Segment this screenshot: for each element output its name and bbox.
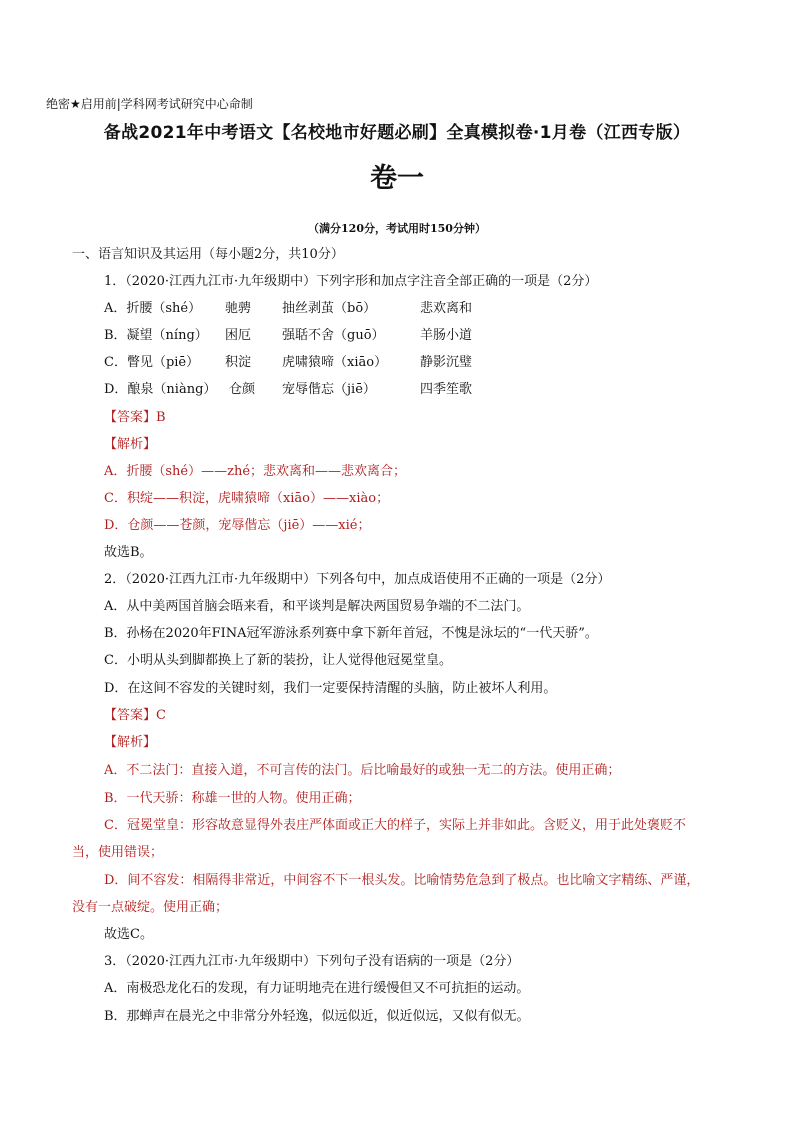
question-3-stem: 3．（2020·江西九江市·九年级期中）下列句子没有语病的一项是（2分）	[104, 954, 520, 969]
score-note: （满分120分，考试用时150分钟）	[308, 222, 486, 235]
question-2-analysis-label: 【解析】	[104, 735, 157, 750]
document-title: 备战2021年中考语文【名校地市好题必刷】全真模拟卷·1月卷（江西专版）	[103, 123, 691, 143]
option-text: 悲欢离和	[420, 301, 473, 316]
question-3-option-b: B．那蝉声在晨光之中非常分外轻逸，似远似近，似近似远，又似有似无。	[104, 1009, 530, 1024]
question-2-analysis-line: 当，使用错误；	[72, 845, 164, 860]
question-2-analysis-line: 没有一点破绽。使用正确；	[72, 900, 229, 915]
option-text: 困厄	[225, 328, 252, 343]
option-text: B．凝望（níng）	[104, 328, 208, 343]
option-text: 静影沉璧	[420, 355, 473, 370]
option-text: D．酿泉（niàng）	[104, 382, 217, 397]
question-2-analysis-line: B．一代天骄：称雄一世的人物。使用正确；	[104, 791, 361, 806]
section-heading: 一、语言知识及其运用（每小题2分，共10分）	[72, 247, 344, 262]
question-2-stem: 2．（2020·江西九江市·九年级期中）下列各句中，加点成语使用不正确的一项是（2分）	[104, 572, 611, 587]
option-text: 宠辱偕忘（jiē）	[282, 382, 376, 397]
question-1-analysis-line: C．积绽——积淀，虎啸猿啼（xiāo）——xiào；	[104, 491, 390, 506]
option-text: 羊肠小道	[420, 328, 473, 343]
question-2-analysis-line: C．冠冕堂皇：形容故意显得外表庄严体面或正大的样子，实际上并非如此。含贬义，用于此处褒贬不	[104, 818, 686, 833]
option-text: 抽丝剥茧（bō）	[282, 301, 377, 316]
option-text: 强聒不舍（guō）	[282, 328, 385, 343]
option-text: 仓颜	[229, 382, 256, 397]
question-1-stem: 1．（2020·江西九江市·九年级期中）下列字形和加点字注音全部正确的一项是（2分）	[104, 274, 598, 289]
question-2-option-c: C．小明从头到脚都换上了新的装扮，让人觉得他冠冕堂皇。	[104, 653, 452, 668]
option-text: 虎啸猿啼（xiāo）	[282, 355, 388, 370]
question-1-analysis-line: D．仓颜——苍颜，宠辱偕忘（jiē）——xié；	[104, 518, 371, 533]
option-text: A．折腰（shé）	[104, 301, 202, 316]
question-3-option-a: A．南极恐龙化石的发现，有力证明地壳在进行缓慢但又不可抗拒的运动。	[104, 981, 530, 996]
option-text: 积淀	[225, 355, 252, 370]
document-subtitle: 卷一	[370, 163, 424, 194]
question-2-conclusion: 故选C。	[104, 927, 153, 942]
question-2-option-b: B．孙杨在2020年FINA冠军游泳系列赛中拿下新年首冠，不愧是泳坛的“一代天骄”。	[104, 626, 598, 641]
question-1-conclusion: 故选B。	[104, 545, 153, 560]
option-text: 四季笙歌	[420, 382, 473, 397]
question-1-analysis-line: A．折腰（shé）——zhé；悲欢离和——悲欢离合；	[104, 464, 407, 479]
option-text: C．瞥见（piē）	[104, 355, 200, 370]
header-note: 绝密★启用前|学科网考试研究中心命制	[46, 97, 253, 111]
question-2-option-a: A．从中美两国首脑会晤来看，和平谈判是解决两国贸易争端的不二法门。	[104, 599, 530, 614]
question-2-answer: 【答案】C	[104, 708, 166, 723]
question-2-analysis-line: D．间不容发：相隔得非常近，中间容不下一根头发。比喻情势危急到了极点。也比喻文字精练、严谨，	[104, 873, 700, 888]
question-2-option-d: D．在这间不容发的关键时刻，我们一定要保持清醒的头脑，防止被坏人利用。	[104, 681, 557, 696]
question-1-analysis-label: 【解析】	[104, 437, 157, 452]
option-text: 驰骋	[225, 301, 252, 316]
question-1-answer: 【答案】B	[104, 410, 166, 425]
question-2-analysis-line: A．不二法门：直接入道，不可言传的法门。后比喻最好的或独一无二的方法。使用正确；	[104, 763, 621, 778]
